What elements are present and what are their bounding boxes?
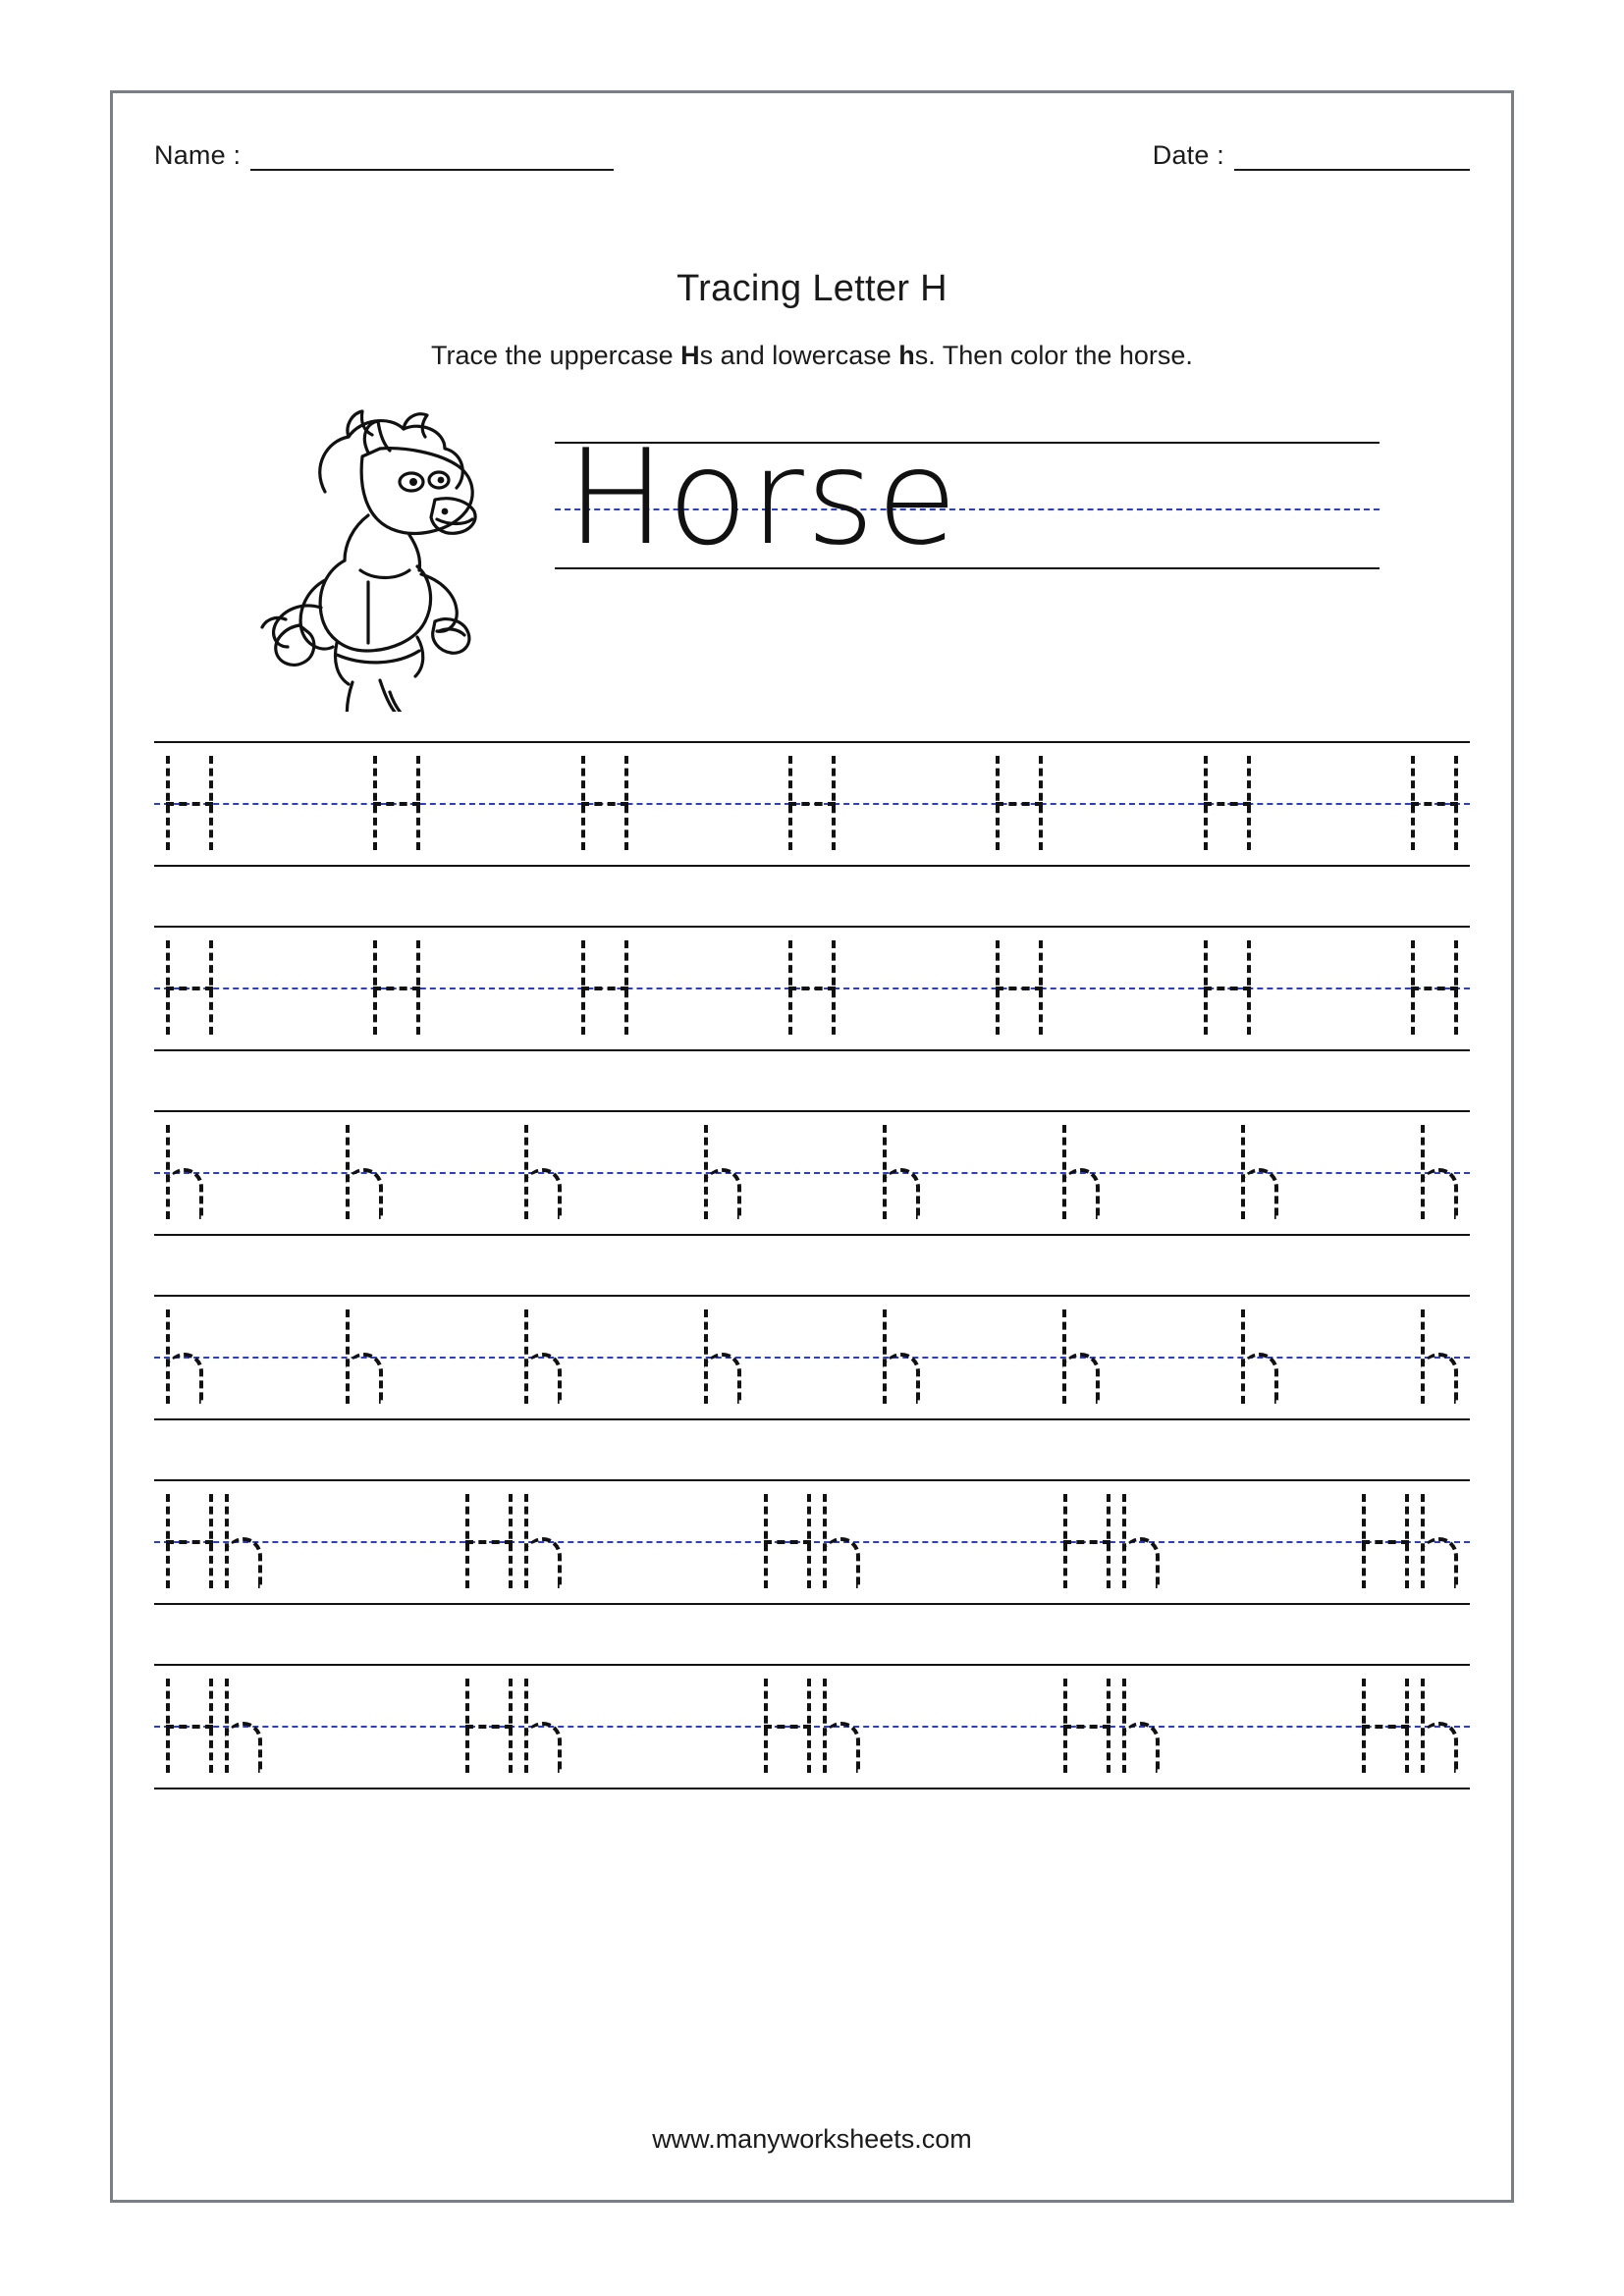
dashed-lowercase-h xyxy=(1239,1309,1280,1404)
dashed-lowercase-h xyxy=(1419,1125,1460,1219)
dashed-uppercase-h xyxy=(1360,1679,1411,1773)
dashed-uppercase-h xyxy=(164,1679,215,1773)
dashed-mixed-hh xyxy=(164,1679,264,1773)
dashed-uppercase-h xyxy=(463,1494,514,1588)
tracing-row-uppercase-2[interactable] xyxy=(113,926,1511,1051)
dashed-mixed-hh xyxy=(762,1679,862,1773)
dashed-lowercase-h xyxy=(522,1309,564,1404)
dashed-lowercase-h xyxy=(702,1125,743,1219)
dashed-uppercase-h xyxy=(1202,756,1253,850)
dashed-uppercase-h xyxy=(994,940,1045,1035)
hero-section xyxy=(113,388,1511,712)
dashed-mixed-hh xyxy=(164,1494,264,1588)
dashed-mixed-hh xyxy=(1360,1679,1460,1773)
dashed-lowercase-h xyxy=(344,1309,385,1404)
guide-bottom xyxy=(154,1049,1470,1051)
dashed-uppercase-h xyxy=(786,756,838,850)
dashed-mixed-hh xyxy=(1061,1679,1162,1773)
dashed-lowercase-h xyxy=(223,1679,264,1773)
dashed-lowercase-h xyxy=(1120,1679,1162,1773)
dashed-lowercase-h xyxy=(702,1309,743,1404)
dashed-uppercase-h xyxy=(1409,756,1460,850)
guide-bottom xyxy=(154,1234,1470,1236)
dashed-uppercase-h xyxy=(371,940,422,1035)
row-glyphs xyxy=(164,1110,1460,1234)
guide-bottom xyxy=(154,1788,1470,1789)
tracing-rows xyxy=(113,741,1511,1848)
dashed-uppercase-h xyxy=(579,940,630,1035)
dashed-uppercase-h xyxy=(164,1494,215,1588)
dashed-uppercase-h xyxy=(371,756,422,850)
page-title: Tracing Letter H xyxy=(677,268,947,309)
word-label: Horse xyxy=(567,421,960,574)
word-tracing-box xyxy=(555,421,1380,628)
instruction-part-2: s and lowercase xyxy=(699,341,899,370)
footer-website: www.manyworksheets.com xyxy=(652,2124,972,2154)
dashed-lowercase-h xyxy=(164,1309,205,1404)
dashed-mixed-hh xyxy=(463,1679,564,1773)
dashed-uppercase-h xyxy=(1202,940,1253,1035)
dashed-uppercase-h xyxy=(164,940,215,1035)
worksheet-page xyxy=(110,90,1514,2203)
row-glyphs xyxy=(164,1295,1460,1418)
dashed-lowercase-h xyxy=(1060,1125,1102,1219)
tracing-row-mixed-1[interactable] xyxy=(113,1479,1511,1605)
dashed-uppercase-h xyxy=(762,1679,813,1773)
dashed-mixed-hh xyxy=(1360,1494,1460,1588)
row-glyphs xyxy=(164,1479,1460,1603)
tracing-row-lowercase-2[interactable] xyxy=(113,1295,1511,1420)
dashed-uppercase-h xyxy=(579,756,630,850)
worksheet-header xyxy=(113,93,1511,201)
date-field[interactable] xyxy=(1153,140,1470,171)
row-glyphs xyxy=(164,1664,1460,1788)
tracing-row-lowercase-1[interactable] xyxy=(113,1110,1511,1236)
dashed-lowercase-h xyxy=(164,1125,205,1219)
instruction-part-3: s. Then color the horse. xyxy=(914,341,1193,370)
instruction-part-1: Trace the uppercase xyxy=(431,341,681,370)
tracing-row-mixed-2[interactable] xyxy=(113,1664,1511,1789)
dashed-lowercase-h xyxy=(522,1679,564,1773)
dashed-uppercase-h xyxy=(1061,1494,1112,1588)
instruction-lowercase-letter: h xyxy=(898,341,915,370)
name-input-line[interactable] xyxy=(250,145,614,171)
dashed-lowercase-h xyxy=(1120,1494,1162,1588)
dashed-lowercase-h xyxy=(881,1125,922,1219)
guide-bottom xyxy=(154,1418,1470,1420)
dashed-uppercase-h xyxy=(1409,940,1460,1035)
dashed-lowercase-h xyxy=(1419,1679,1460,1773)
date-label: Date : xyxy=(1152,140,1224,170)
dashed-mixed-hh xyxy=(463,1494,564,1588)
dashed-uppercase-h xyxy=(1061,1679,1112,1773)
horse-icon xyxy=(243,398,537,712)
dashed-uppercase-h xyxy=(762,1494,813,1588)
dashed-uppercase-h xyxy=(164,756,215,850)
date-input-line[interactable] xyxy=(1234,145,1470,171)
dashed-lowercase-h xyxy=(821,1679,862,1773)
dashed-mixed-hh xyxy=(1061,1494,1162,1588)
instruction-uppercase-letter: H xyxy=(680,341,700,370)
instruction-text xyxy=(113,341,1511,371)
row-glyphs xyxy=(164,926,1460,1049)
dashed-mixed-hh xyxy=(762,1494,862,1588)
dashed-lowercase-h xyxy=(1060,1309,1102,1404)
dashed-lowercase-h xyxy=(223,1494,264,1588)
dashed-uppercase-h xyxy=(786,940,838,1035)
row-glyphs xyxy=(164,741,1460,865)
dashed-lowercase-h xyxy=(344,1125,385,1219)
dashed-lowercase-h xyxy=(522,1125,564,1219)
name-label: Name : xyxy=(154,140,242,170)
dashed-lowercase-h xyxy=(881,1309,922,1404)
guide-bottom xyxy=(154,865,1470,867)
dashed-uppercase-h xyxy=(994,756,1045,850)
dashed-lowercase-h xyxy=(1239,1125,1280,1219)
name-field[interactable] xyxy=(154,140,614,171)
dashed-lowercase-h xyxy=(1419,1494,1460,1588)
dashed-lowercase-h xyxy=(522,1494,564,1588)
dashed-lowercase-h xyxy=(1419,1309,1460,1404)
dashed-uppercase-h xyxy=(463,1679,514,1773)
guide-bottom xyxy=(154,1603,1470,1605)
dashed-uppercase-h xyxy=(1360,1494,1411,1588)
dashed-lowercase-h xyxy=(821,1494,862,1588)
tracing-row-uppercase-1[interactable] xyxy=(113,741,1511,867)
